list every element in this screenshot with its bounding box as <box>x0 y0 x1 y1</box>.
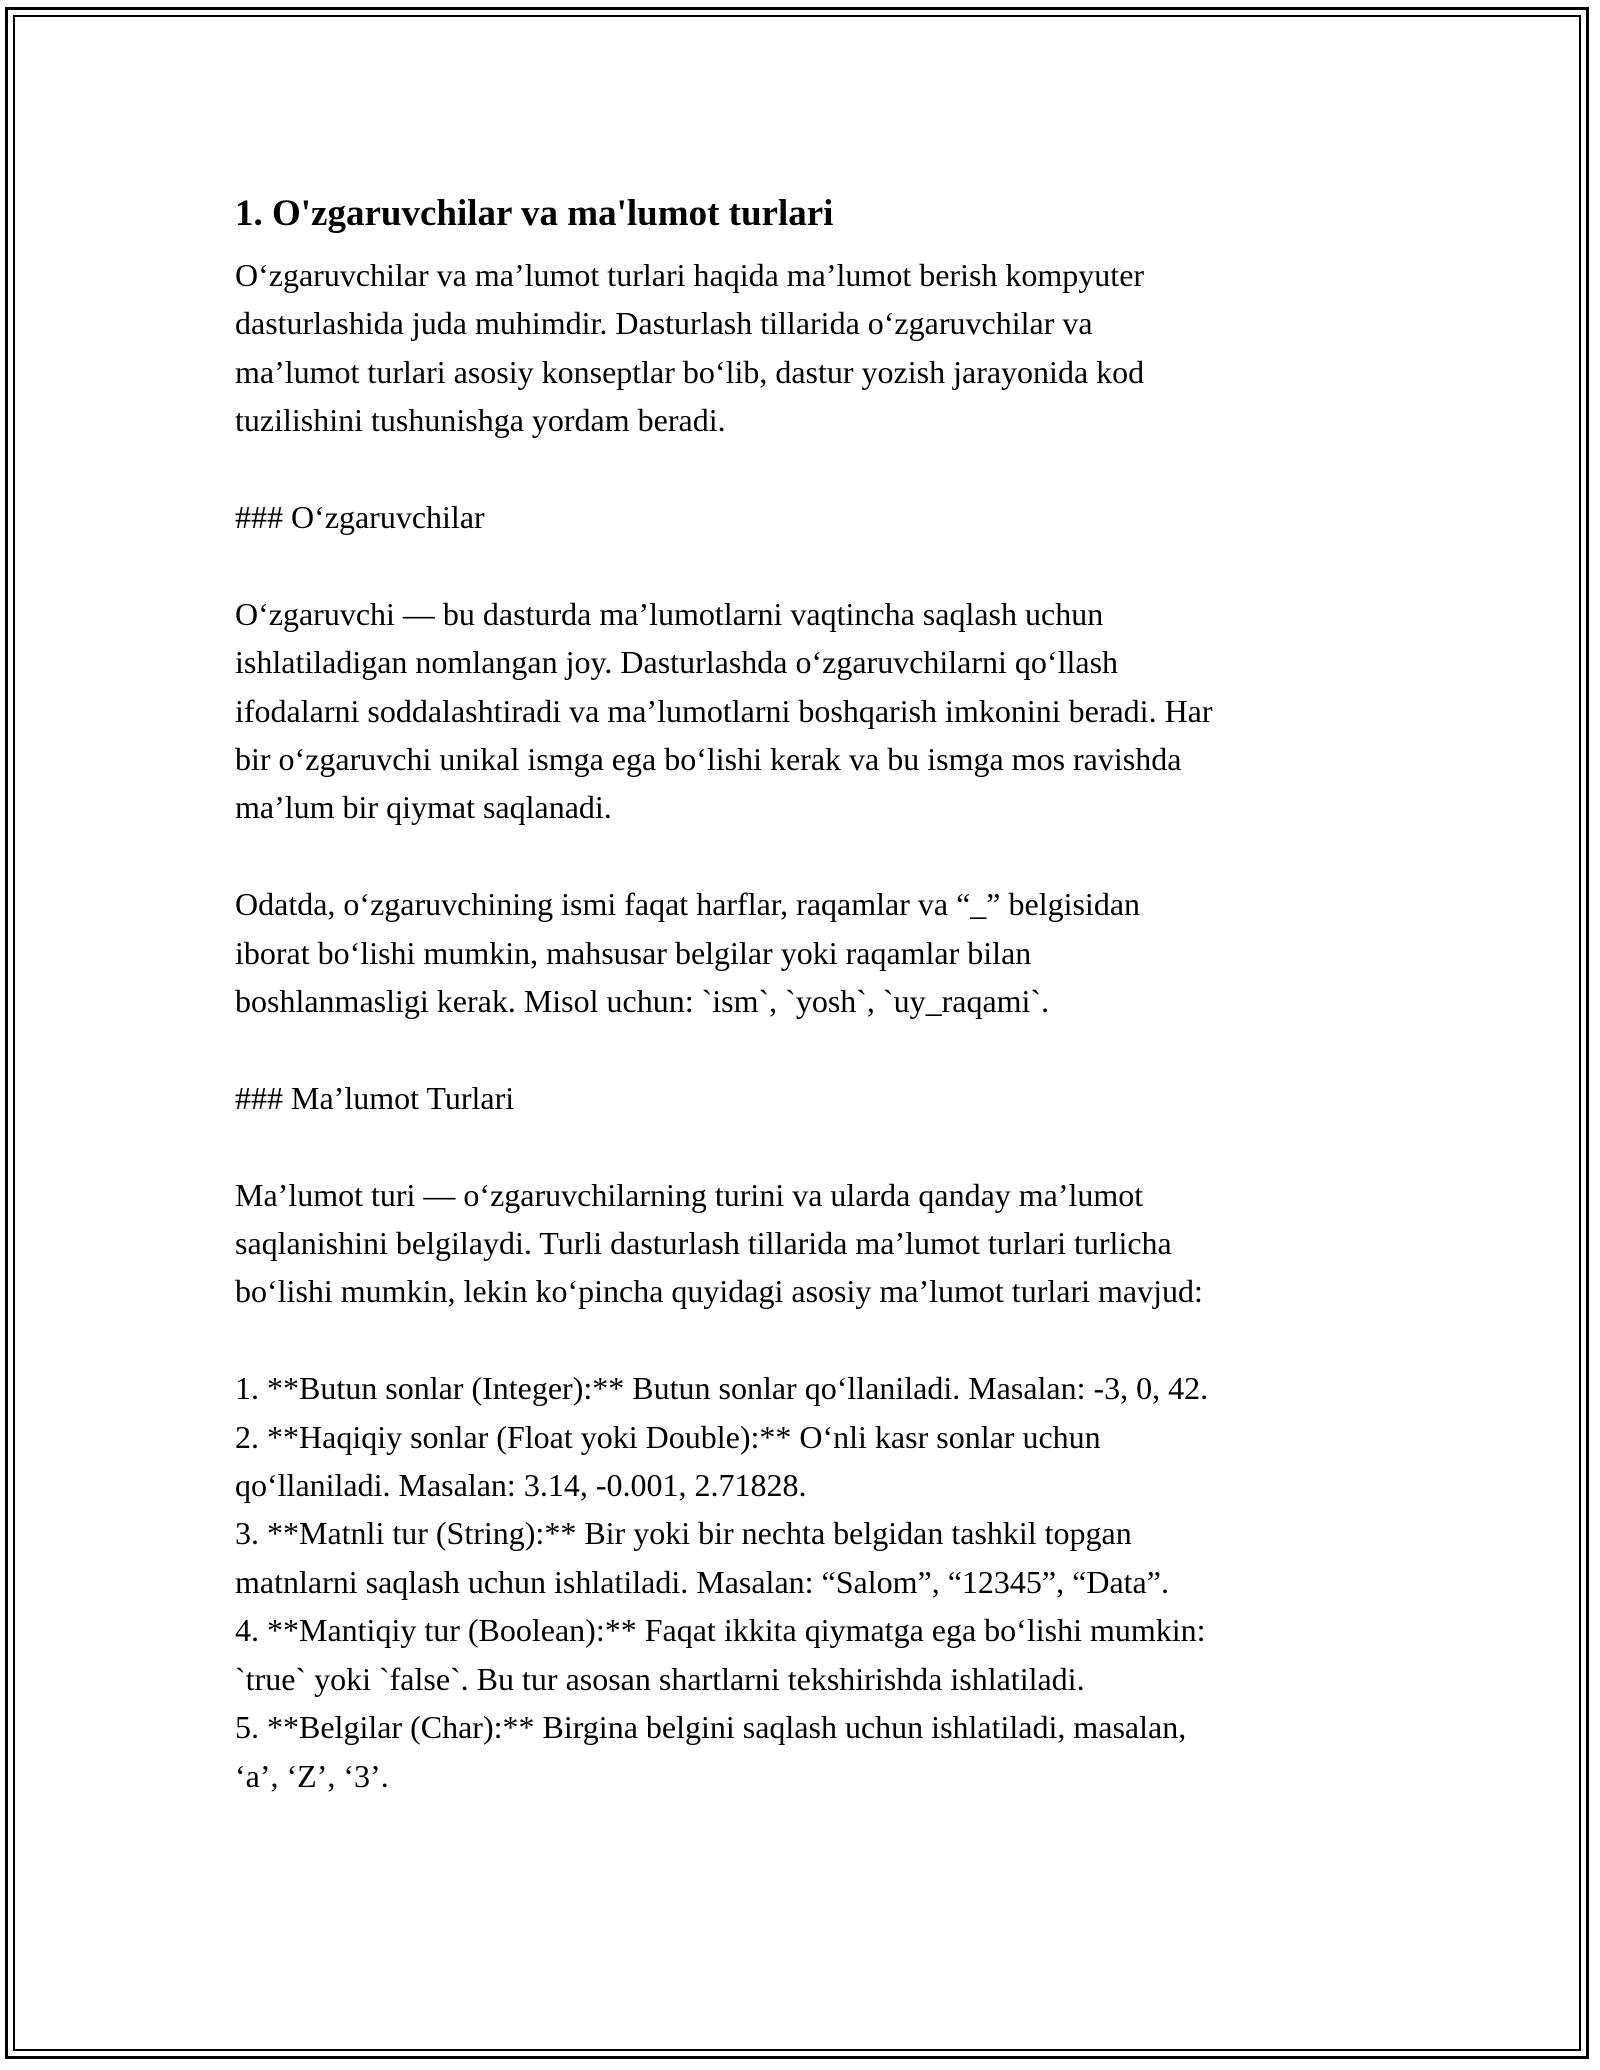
list-item: 3. **Matnli tur (String):** Bir yoki bir nechta belgidan tashkil topgan <box>235 1515 1132 1552</box>
text-line: bo‘lishi mumkin, lekin ko‘pincha quyidagi asosiy ma’lumot turlari mavjud: <box>235 1273 1203 1310</box>
section-heading-malumot-turlari: ### Ma’lumot Turlari <box>235 1079 515 1116</box>
text-line: boshlanmasligi kerak. Misol uchun: `ism`, `yosh`, `uy_raqami`. <box>235 983 1050 1020</box>
paragraph-gap <box>235 832 1365 880</box>
data-types-list <box>235 1364 1365 1800</box>
naming-rules-paragraph <box>235 880 1365 1025</box>
text-line: dasturlashida juda muhimdir. Dasturlash tillarida o‘zgaruvchilar va <box>235 305 1093 342</box>
data-types-paragraph <box>235 1171 1365 1316</box>
text-line: Odatda, o‘zgaruvchining ismi faqat harflar, raqamlar va “_” belgisidan <box>235 886 1141 923</box>
document-body <box>235 185 1365 1800</box>
paragraph-gap <box>235 1025 1365 1073</box>
text-line: bir o‘zgaruvchi unikal ismga ega bo‘lishi kerak va bu ismga mos ravishda <box>235 741 1182 778</box>
paragraph-gap <box>235 541 1365 589</box>
list-item-continuation: `true` yoki `false`. Bu tur asosan shartlarni tekshirishda ishlatiladi. <box>235 1660 1085 1697</box>
section-heading-ozgaruvchilar: ### O‘zgaruvchilar <box>235 499 485 536</box>
list-item: 2. **Haqiqiy sonlar (Float yoki Double):** O‘nli kasr sonlar uchun <box>235 1418 1101 1455</box>
text-line: iborat bo‘lishi mumkin, mahsusar belgilar yoki raqamlar bilan <box>235 934 1032 971</box>
text-line: O‘zgaruvchilar va ma’lumot turlari haqida ma’lumot berish kompyuter <box>235 257 1145 293</box>
list-item: 1. **Butun sonlar (Integer):** Butun sonlar qo‘llaniladi. Masalan: -3, 0, 42. <box>235 1370 1209 1407</box>
intro-paragraph <box>235 251 1365 445</box>
list-item-continuation: qo‘llaniladi. Masalan: 3.14, -0.001, 2.71828. <box>235 1467 807 1504</box>
paragraph-gap <box>235 1122 1365 1170</box>
text-line: saqlanishini belgilaydi. Turli dasturlash tillarida ma’lumot turlari turlicha <box>235 1225 1172 1262</box>
list-item-continuation: matnlarni saqlash uchun ishlatiladi. Masalan: “Salom”, “12345”, “Data”. <box>235 1563 1169 1600</box>
list-item: 4. **Mantiqiy tur (Boolean):** Faqat ikkita qiymatga ega bo‘lishi mumkin: <box>235 1612 1206 1649</box>
text-line: ifodalarni soddalashtiradi va ma’lumotlarni boshqarish imkonini beradi. Har <box>235 692 1213 729</box>
paragraph-gap <box>235 445 1365 493</box>
text-line: Ma’lumot turi — o‘zgaruvchilarning turini va ularda qanday ma’lumot <box>235 1176 1144 1213</box>
list-item: 5. **Belgilar (Char):** Birgina belgini saqlash uchun ishlatiladi, masalan, <box>235 1709 1187 1746</box>
text-line: tuzilishini tushunishga yordam beradi. <box>235 402 726 439</box>
text-line: ishlatiladigan nomlangan joy. Dasturlashda o‘zgaruvchilarni qo‘llash <box>235 644 1119 681</box>
text-line: O‘zgaruvchi — bu dasturda ma’lumotlarni vaqtincha saqlash uchun <box>235 595 1104 632</box>
variables-paragraph <box>235 590 1365 832</box>
text-line: ma’lum bir qiymat saqlanadi. <box>235 789 612 826</box>
paragraph-gap <box>235 1316 1365 1364</box>
document-title: 1. O'zgaruvchilar va ma'lumot turlari <box>235 193 834 234</box>
text-line: ma’lumot turlari asosiy konseptlar bo‘lib, dastur yozish jarayonida kod <box>235 353 1145 390</box>
list-item-continuation: ‘a’, ‘Z’, ‘3’. <box>235 1757 389 1794</box>
